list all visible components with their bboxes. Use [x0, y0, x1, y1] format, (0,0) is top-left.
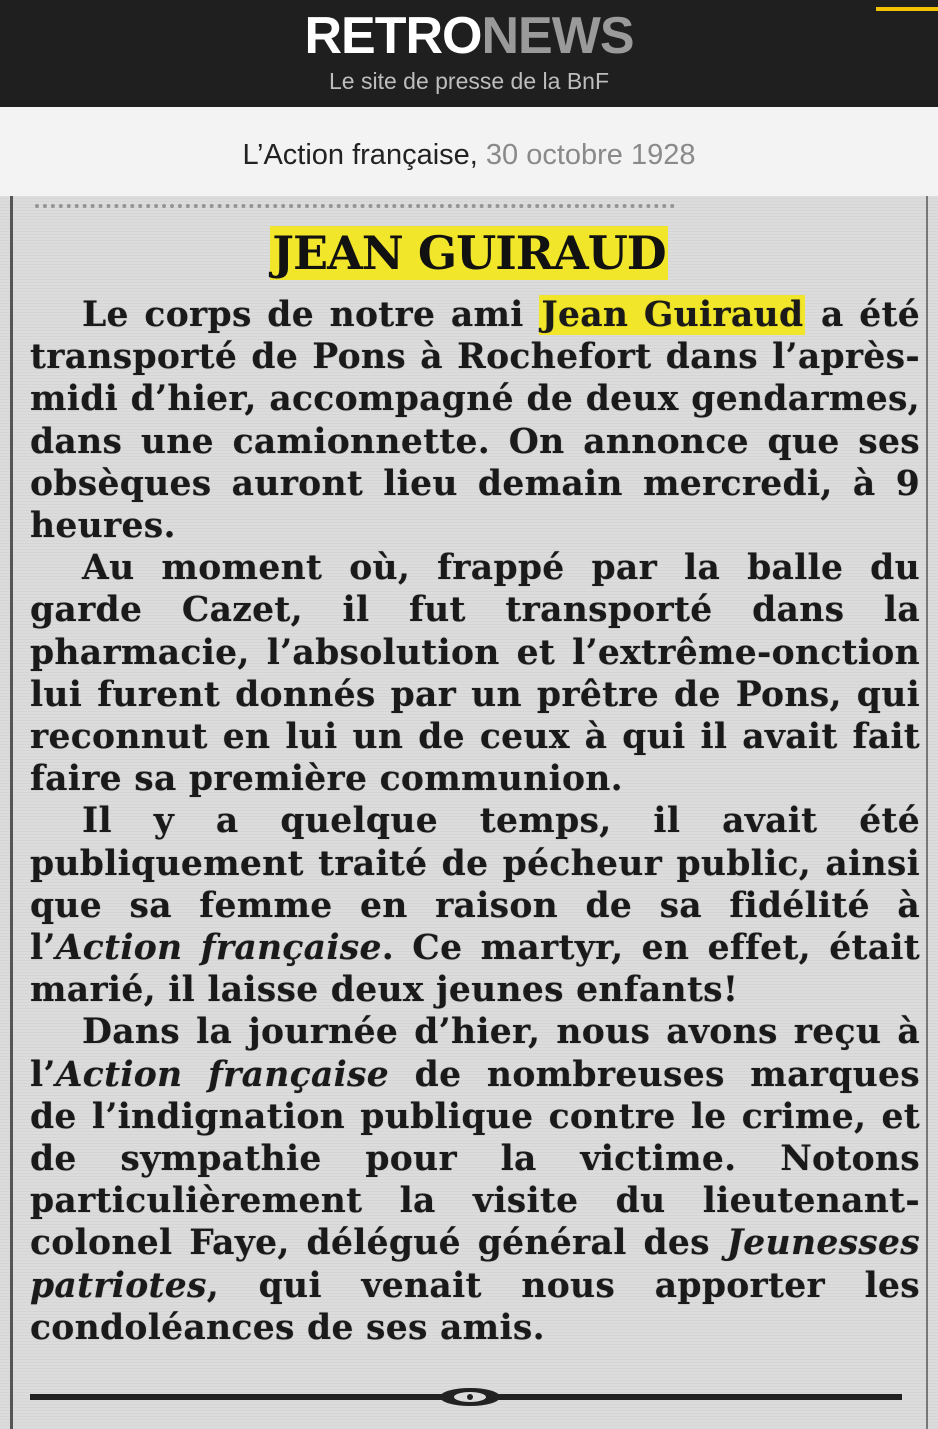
- p3-text-start: Il y a quelque temps, il avait été publiquement traité de pécheur public, ainsi que sa femme en raison de sa fidélité à l’: [30, 801, 920, 969]
- p3-italic-title: Action française: [55, 928, 382, 969]
- cropped-text-line: [35, 182, 675, 208]
- logo-news: NEWS: [481, 7, 634, 65]
- column-rule-right: [926, 196, 928, 1429]
- article-headline: [0, 226, 938, 280]
- p1-text-start: Le corps de notre ami: [82, 295, 540, 335]
- paragraph-3: [30, 800, 920, 1011]
- p4-italic-org: Jeunesses patriotes: [30, 1223, 920, 1306]
- article-body: [30, 294, 920, 1349]
- headline-highlight: JEAN GUIRAUD: [272, 226, 666, 280]
- name-highlight: Jean Guiraud: [541, 295, 804, 335]
- document-title: [0, 139, 938, 172]
- site-header: [0, 0, 938, 107]
- newspaper-name: L’Action française,: [242, 139, 478, 171]
- retronews-logo[interactable]: [0, 8, 938, 64]
- site-tagline: Le site de presse de la BnF: [329, 68, 609, 94]
- paragraph-2: Au moment où, frappé par la balle du garde Cazet, il fut transporté dans la pharmacie, l’absolution et l’extrême-onction lui furent donnés par un prêtre de Pons, qui reconnut en lui un de ceux à qui il avait fait faire sa première communion.: [30, 548, 920, 800]
- p4-text-start: Dans la journée d’hier, nous avons reçu à l’: [30, 1012, 920, 1095]
- p4-text-end: , qui venait nous apporter les condoléances de ses amis.: [30, 1265, 920, 1348]
- newspaper-clipping: [0, 196, 938, 1429]
- rule-ornament-icon: [438, 1384, 502, 1410]
- p4-text-mid: de nombreuses marques de l’indignation publique contre le crime, et de sympathie pour la victime. Notons particulièrement la visite du lieutenant-colonel Faye, délégué général des: [30, 1054, 920, 1264]
- p3-text-end: . Ce martyr, en effet, était marié, il laisse deux jeunes enfants!: [30, 928, 920, 1011]
- paragraph-1: [30, 294, 920, 547]
- logo-retro: RETRO: [304, 7, 482, 65]
- paragraph-4: [30, 1011, 920, 1349]
- p1-text-end: a été transporté de Pons à Rochefort dans l’après-midi d’hier, accompagné de deux gendarmes, dans une camionnette. On annonce que ses obsèques auront lieu demain mercredi, à 9 heures.: [30, 295, 921, 547]
- column-rule-left: [10, 196, 13, 1429]
- p4-italic-title: Action française: [55, 1054, 390, 1095]
- publication-date: 30 octobre 1928: [485, 139, 696, 171]
